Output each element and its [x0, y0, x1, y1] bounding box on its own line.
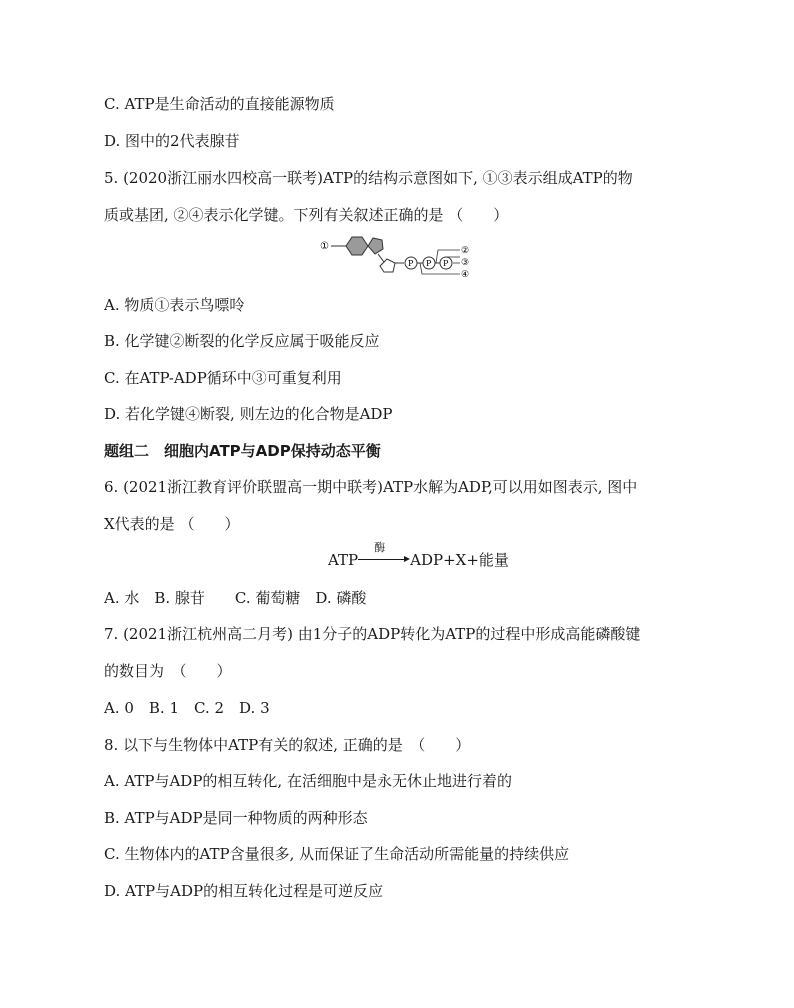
option-c-line: C. ATP是生命活动的直接能源物质	[104, 95, 335, 113]
purine-ring-5	[368, 238, 383, 254]
question-5-line-1: 5. (2020浙江丽水四校高一联考)ATP的结构示意图如下, ①③表示组成ATP的物	[104, 169, 633, 187]
equation-left: ATP	[328, 551, 359, 569]
enzyme-label: 酶	[374, 541, 386, 554]
ribose-ring	[380, 259, 395, 272]
label-4: ④	[461, 270, 470, 280]
question-8-line: 8. 以下与生物体中ATP有关的叙述, 正确的是 （ ）	[104, 736, 471, 754]
question-6-line-1: 6. (2021浙江教育评价联盟高一期中联考)ATP水解为ADP,可以用如图表示, 图中	[104, 478, 638, 496]
atp-structure-diagram	[316, 234, 486, 280]
question-5-option-c: C. 在ATP-ADP循环中③可重复利用	[104, 369, 342, 387]
question-5-option-b: B. 化学键②断裂的化学反应属于吸能反应	[104, 332, 380, 350]
question-5-line-2: 质或基团, ②④表示化学键。下列有关叙述正确的是 （ ）	[104, 206, 509, 224]
reaction-arrow	[358, 541, 410, 570]
label-2: ②	[461, 246, 470, 256]
question-5-option-a: A. 物质①表示鸟嘌呤	[104, 296, 245, 314]
question-8-option-c: C. 生物体内的ATP含量很多, 从而保证了生命活动所需能量的持续供应	[104, 845, 570, 863]
question-8-option-b: B. ATP与ADP是同一种物质的两种形态	[104, 809, 368, 827]
svg-text:P: P	[426, 259, 432, 268]
question-7-line-1: 7. (2021浙江杭州高二月考) 由1分子的ADP转化为ATP的过程中形成高能磷酸键	[104, 625, 641, 643]
equation-right: ADP+X+能量	[410, 551, 509, 569]
question-8-option-a: A. ATP与ADP的相互转化, 在活细胞中是永无休止地进行着的	[104, 772, 512, 790]
svg-text:P: P	[408, 259, 414, 268]
svg-text:P: P	[443, 259, 449, 268]
question-8-option-d: D. ATP与ADP的相互转化过程是可逆反应	[104, 882, 384, 900]
label-1: ①	[320, 241, 329, 252]
section-heading: 题组二 细胞内ATP与ADP保持动态平衡	[104, 442, 381, 460]
question-7-line-2: 的数目为 （ ）	[104, 662, 232, 680]
question-5-option-d: D. 若化学键④断裂, 则左边的化合物是ADP	[104, 405, 393, 423]
question-6-options: A. 水 B. 腺苷 C. 葡萄糖 D. 磷酸	[104, 589, 367, 607]
question-6-line-2: X代表的是 （ ）	[104, 515, 240, 533]
label-3: ③	[461, 258, 470, 268]
purine-ring-6	[346, 237, 368, 255]
hydrolysis-equation	[328, 541, 509, 570]
question-7-options: A. 0 B. 1 C. 2 D. 3	[104, 699, 270, 717]
option-d-line: D. 图中的2代表腺苷	[104, 132, 240, 150]
